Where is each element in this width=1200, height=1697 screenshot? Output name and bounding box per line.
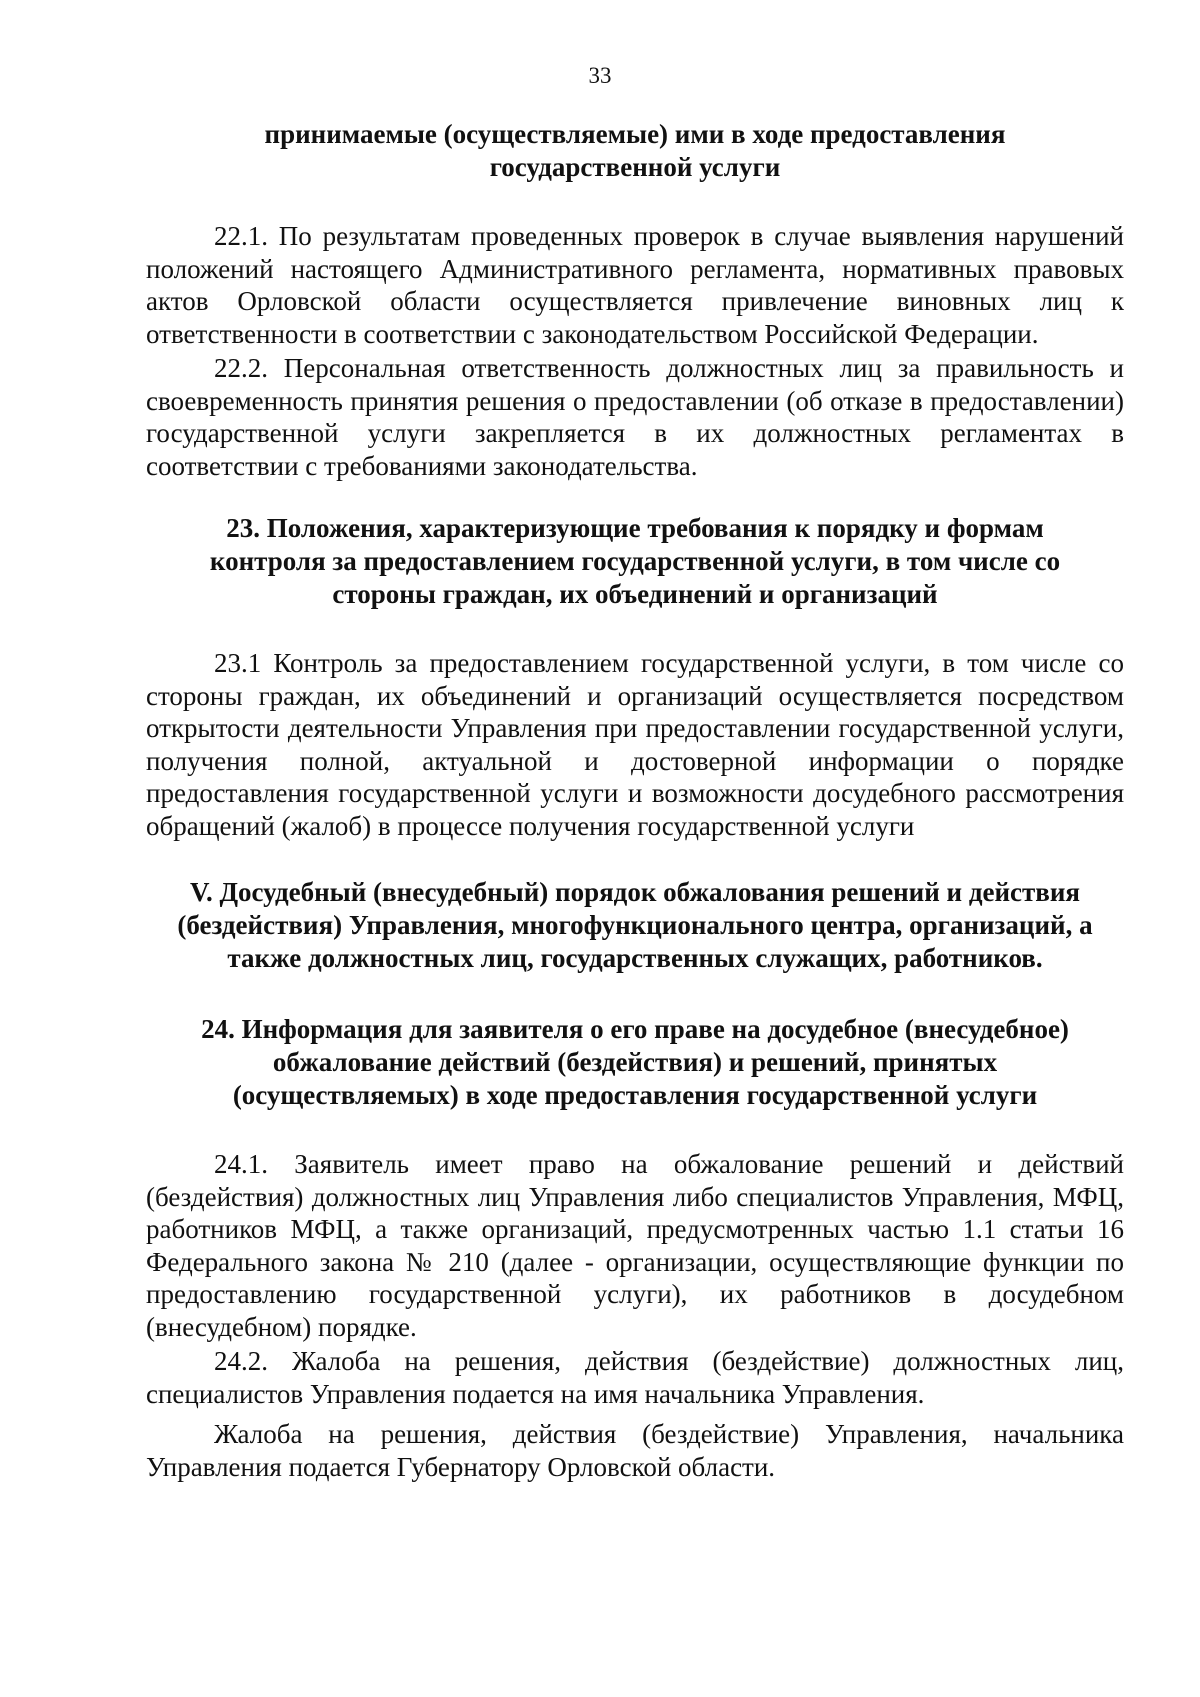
paragraph-24-2: 24.2. Жалоба на решения, действия (бездействие) должностных лиц, специалистов Управления подается на имя начальника Управления. — [146, 1346, 1124, 1409]
page-number: 33 — [588, 63, 612, 88]
paragraph-24-3: Жалоба на решения, действия (бездействие) Управления, начальника Управления подается Губернатору Орловской области. — [146, 1419, 1124, 1482]
paragraph-22-2: 22.2. Персональная ответственность должностных лиц за правильность и своевременность принятия решения о предоставлении (об отказе в предоставлении) государственной услуги закрепляется в их должностных регламентах в соответствии с требованиями законодательства. — [146, 353, 1124, 481]
section-heading-24: 24. Информация для заявителя о его праве на досудебное (внесудебное) обжалование действий (бездействия) и решений, принятых (осуществляемых) в ходе предоставления государственной услуги — [201, 1014, 1069, 1110]
section-heading-continuation: принимаемые (осуществляемые) ими в ходе предоставления государственной услуги — [264, 119, 1006, 182]
paragraph-24-1: 24.1. Заявитель имеет право на обжалование решений и действий (бездействия) должностных лиц Управления либо специалистов Управления, МФЦ, работников МФЦ, а также организаций, предусмотренных частью 1.1 статьи 16 Федерального закона № 210 (далее - организации, осуществляющие функции по предоставлению государственной услуги), их работников в досудебном (внесудебном) порядке. — [146, 1149, 1124, 1342]
section-heading-23: 23. Положения, характеризующие требования к порядку и формам контроля за предоставлением государственной услуги, в том числе со стороны граждан, их объединений и организаций — [209, 513, 1061, 609]
chapter-heading-v: V. Досудебный (внесудебный) порядок обжалования решений и действия (бездействия) Управления, многофункционального центра, организаций, а также должностных лиц, государственных служащих, работников. — [177, 877, 1093, 973]
page-content — [146, 118, 1124, 1483]
paragraph-22-1: 22.1. По результатам проведенных проверок в случае выявления нарушений положений настоящего Административного регламента, нормативных правовых актов Орловской области осуществляется привлечение виновных лиц к ответственности в соответствии с законодательством Российской Федерации. — [146, 221, 1124, 349]
paragraph-23-1: 23.1 Контроль за предоставлением государственной услуги, в том числе со стороны граждан, их объединений и организаций осуществляется посредством открытости деятельности Управления при предоставлении государственной услуги, получения полной, актуальной и достоверной информации о порядке предоставления государственной услуги и возможности досудебного рассмотрения обращений (жалоб) в процессе получения государственной услуги — [146, 648, 1124, 841]
